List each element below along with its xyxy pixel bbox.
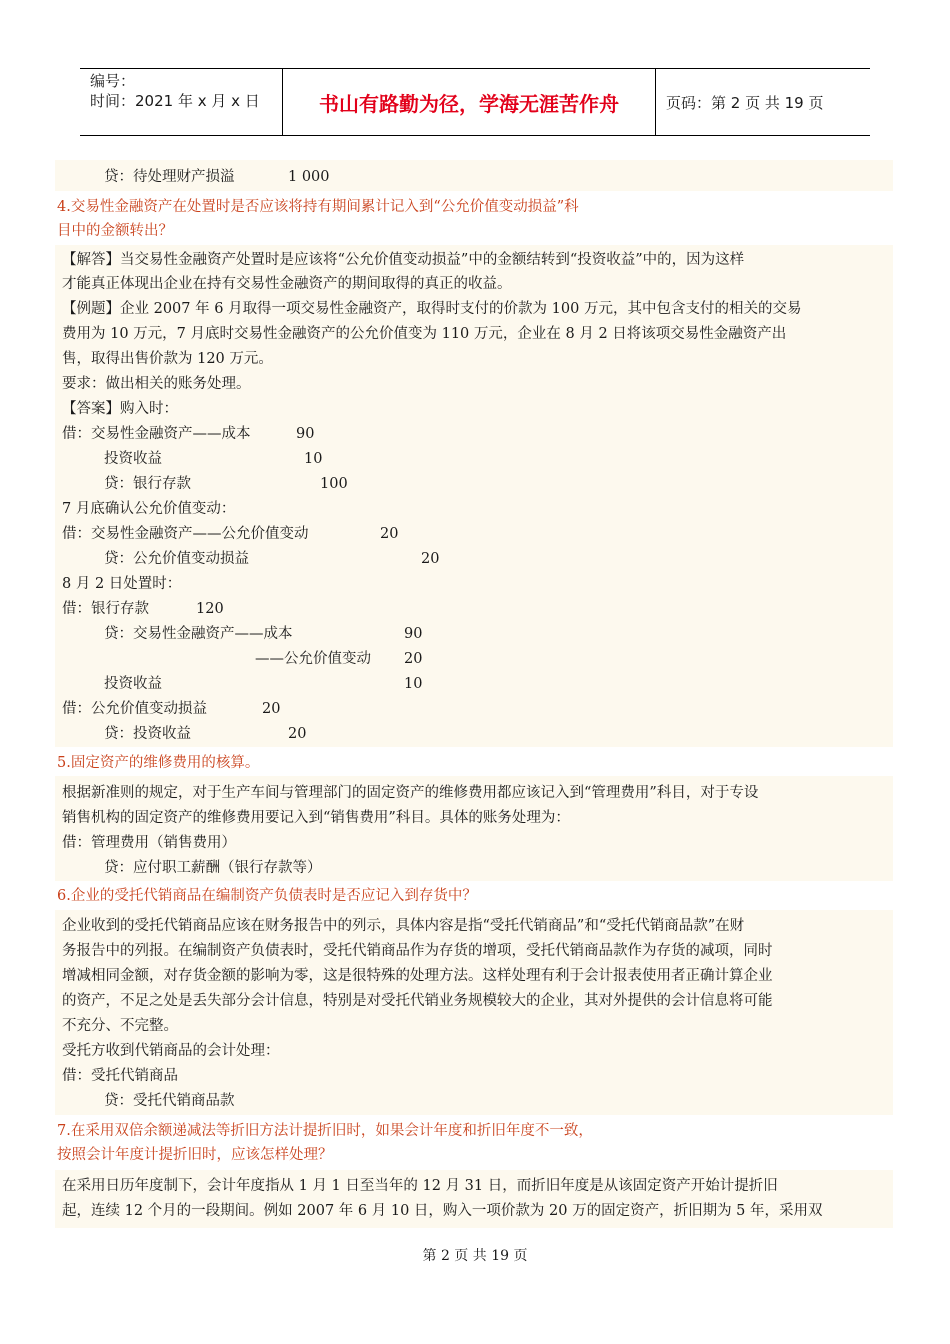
page-header: [80, 68, 870, 136]
paragraph: 7 月底确认公允价值变动：: [62, 501, 236, 517]
paragraph: 的资产，不足之处是丢失部分会计信息，特别是对受托代销业务规模较大的企业，其对外提供的会计信息将可能: [62, 993, 773, 1009]
header-motto: 书山有路勤为径，学海无涯苦作舟: [283, 69, 656, 135]
answer-box-4: [55, 245, 893, 747]
question-5-title: 5.固定资产的维修费用的核算。: [57, 755, 260, 771]
entry-amount: 20: [288, 726, 307, 742]
paragraph: 要求：做出相关的账务处理。: [62, 376, 251, 392]
question-7-title-line2: 按照会计年度计提折旧时，应该怎样处理？: [57, 1147, 333, 1163]
paragraph: 8 月 2 日处置时：: [62, 576, 182, 592]
header-number: 编号：: [90, 72, 136, 90]
question-7-title-line1: 7.在采用双倍余额递减法等折旧方法计提折旧时，如果会计年度和折旧年度不一致，: [57, 1123, 593, 1139]
entry-line: 借：银行存款: [62, 601, 149, 617]
entry-amount: 90: [404, 626, 423, 642]
page-footer: 第 2 页 共 19 页: [422, 1248, 528, 1264]
header-page-info: 页码：第 2 页 共 19 页: [666, 93, 824, 112]
paragraph: 在采用日历年度制下，会计年度指从 1 月 1 日至当年的 12 月 31 日，而折旧年度是从该固定资产开始计提折旧: [62, 1178, 778, 1194]
paragraph: 售，取得出售价款为 120 万元。: [62, 351, 273, 367]
entry-line: 投资收益: [104, 451, 162, 467]
entry-amount: 20: [421, 551, 440, 567]
paragraph: 费用为 10 万元，7 月底时交易性金融资产的公允价值变为 110 万元，企业在 8 月 2 日将该项交易性金融资产出: [62, 326, 787, 342]
paragraph: 【解答】当交易性金融资产处置时是应该将“公允价值变动损益”中的金额结转到“投资收益”中的，因为这样: [62, 252, 745, 268]
question-4-title-line1: 4.交易性金融资产在处置时是否应该将持有期间累计记入到“公允价值变动损益”科: [57, 199, 579, 215]
entry-amount: 20: [404, 651, 423, 667]
entry-line: 贷：待处理财产损溢: [104, 169, 235, 185]
entry-amount: 20: [262, 701, 281, 717]
paragraph: 【例题】企业 2007 年 6 月取得一项交易性金融资产，取得时支付的价款为 100 万元，其中包含支付的相关的交易: [62, 301, 802, 317]
header-time: 时间：2021 年 x 月 x 日: [90, 92, 260, 110]
entry-amount: 10: [404, 676, 423, 692]
paragraph: 不充分、不完整。: [62, 1018, 178, 1034]
entry-line: 贷：银行存款: [104, 476, 191, 492]
paragraph: 企业收到的受托代销商品应该在财务报告中的列示，具体内容是指“受托代销商品”和“受托代销商品款”在财: [62, 918, 745, 934]
entry-line: 借：受托代销商品: [62, 1068, 178, 1084]
entry-line: 借：管理费用（销售费用）: [62, 835, 236, 851]
paragraph: 才能真正体现出企业在持有交易性金融资产的期间取得的真正的收益。: [62, 276, 512, 292]
paragraph: 增减相同金额，对存货金额的影响为零，这是很特殊的处理方法。这样处理有利于会计报表使用者正确计算企业: [62, 968, 773, 984]
entry-amount: 1 000: [288, 169, 330, 185]
entry-line: 借：交易性金融资产——公允价值变动: [62, 526, 309, 542]
entry-amount: 10: [304, 451, 323, 467]
entry-line: 贷：投资收益: [104, 726, 191, 742]
question-6-title: 6.企业的受托代销商品在编制资产负债表时是否应记入到存货中？: [57, 888, 477, 904]
entry-line: 贷：受托代销商品款: [104, 1093, 235, 1109]
paragraph: 受托方收到代销商品的会计处理：: [62, 1043, 280, 1059]
paragraph: 【答案】购入时：: [62, 401, 178, 417]
entry-amount: 20: [380, 526, 399, 542]
question-4-title-line2: 目中的金额转出？: [57, 223, 173, 239]
header-meta: [80, 69, 283, 135]
paragraph: 务报告中的列报。在编制资产负债表时，受托代销商品作为存货的增项，受托代销商品款作为存货的减项，同时: [62, 943, 773, 959]
entry-line: 借：交易性金融资产——成本: [62, 426, 251, 442]
paragraph: 销售机构的固定资产的维修费用要记入到“销售费用”科目。具体的账务处理为：: [62, 810, 570, 826]
entry-line: 借：公允价值变动损益: [62, 701, 207, 717]
entry-line: 投资收益: [104, 676, 162, 692]
entry-line: 贷：应付职工薪酬（银行存款等）: [104, 860, 322, 876]
entry-line: 贷：公允价值变动损益: [104, 551, 249, 567]
entry-line: ——公允价值变动: [255, 651, 371, 667]
entry-amount: 90: [296, 426, 315, 442]
entry-amount: 100: [320, 476, 348, 492]
entry-line: 贷：交易性金融资产——成本: [104, 626, 293, 642]
paragraph: 根据新准则的规定，对于生产车间与管理部门的固定资产的维修费用都应该记入到“管理费用”科目，对于专设: [62, 785, 759, 801]
paragraph: 起，连续 12 个月的一段期间。例如 2007 年 6 月 10 日，购入一项价款为 20 万的固定资产，折旧期为 5 年，采用双: [62, 1203, 823, 1219]
entry-amount: 120: [196, 601, 224, 617]
